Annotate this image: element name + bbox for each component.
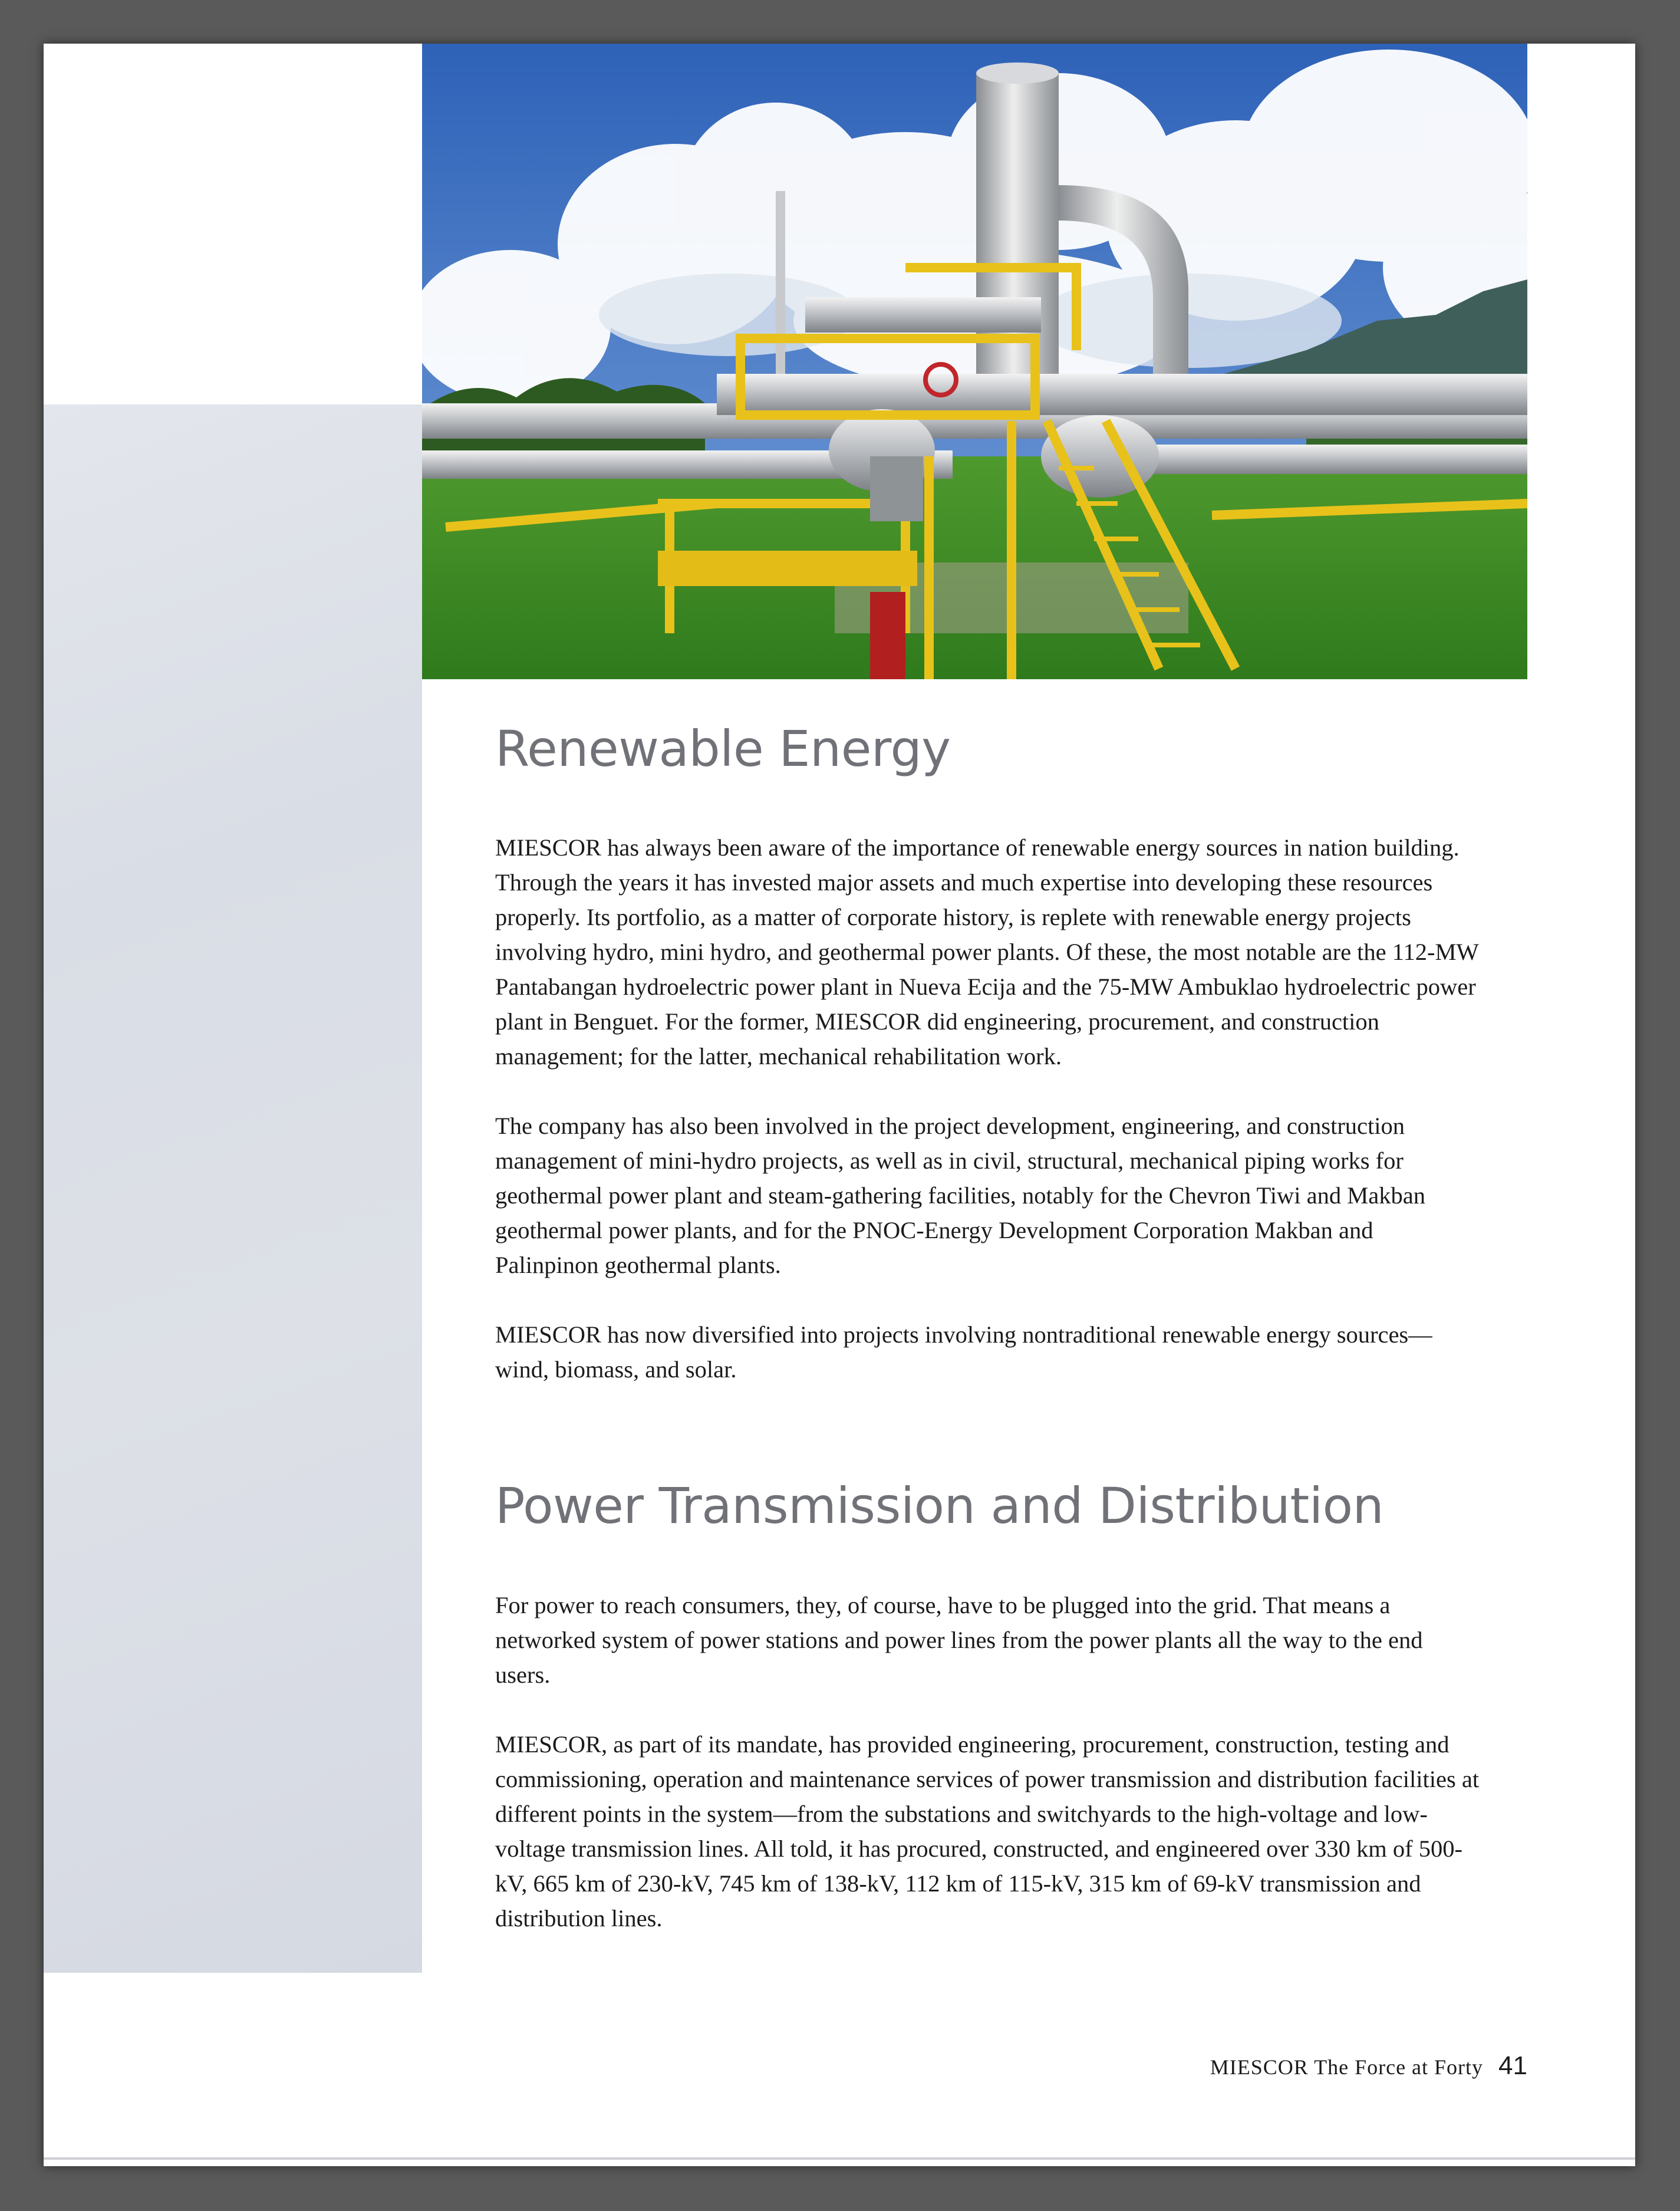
document-page [44,44,1635,2166]
power-transmission-heading: Power Transmission and Distribution [495,1477,1384,1535]
article-content [495,722,1480,1936]
renewable-paragraph-3: MIESCOR has now diversified into projects involving nontraditional renewable energy sources—wind, biomass, and solar. [495,1321,1432,1383]
renewable-paragraph-2: The company has also been involved in the project development, engineering, and construction management of mini-hydro projects, as well as in civil, structural, mechanical piping works for geothermal power plant and steam-gathering facilities, notably for the Chevron Tiwi and Makban geothermal power plants, and for the PNOC-Energy Development Corporation Makban and Palinpinon geothermal plants. [495,1113,1425,1279]
geothermal-plant-photo [422,44,1527,679]
power-paragraph-2: MIESCOR, as part of its mandate, has provided engineering, procurement, construction, testing and commissioning, operation and maintenance services of power transmission and distribution facilities at different points in the system—from the substations and switchyards to the high-voltage and low-voltage transmission lines. All told, it has procured, constructed, and engineered over 330 km of 500-kV, 665 km of 230-kV, 745 km of 138-kV, 112 km of 115-kV, 315 km of 69-kV transmission and distribution lines. [495,1730,1480,1932]
renewable-paragraph-1: MIESCOR has always been aware of the importance of renewable energy sources in nation building. Through the years it has invested major assets and much expertise into developing these resources properly. Its portfolio, as a matter of corporate history, is replete with renewable energy projects involving hydro, mini hydro, and geothermal power plants. Of these, the most notable are the 112-MW Pantabangan hydroelectric power plant in Nueva Ecija and the 75-MW Ambuklao hydroelectric power plant in Benguet. For the former, MIESCOR did engineering, procurement, and construction management; for the latter, mechanical rehabilitation work. [495,834,1479,1070]
page-bottom-edge [44,2157,1635,2160]
power-paragraph-1: For power to reach consumers, they, of course, have to be plugged into the grid. That means a networked system of power stations and power lines from the power plants all the way to the end users. [495,1591,1423,1688]
page-number: 41 [1498,2051,1527,2080]
side-decorative-panel [44,404,422,1973]
renewable-energy-heading: Renewable Energy [495,720,951,778]
page-footer [1210,2051,1527,2081]
footer-publication-title: MIESCOR The Force at Forty [1210,2055,1484,2079]
